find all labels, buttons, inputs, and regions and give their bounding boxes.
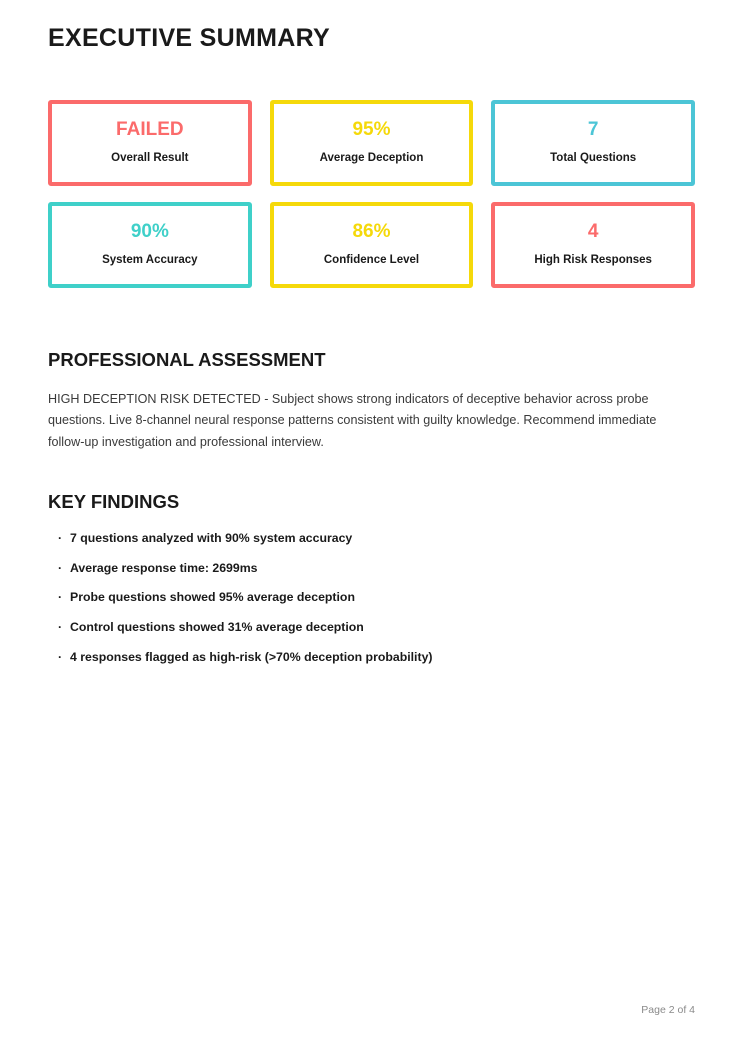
list-item-text: Average response time: 2699ms	[70, 560, 258, 575]
bullet-marker: ·	[58, 590, 63, 605]
metric-value: 95%	[352, 119, 391, 141]
metric-card-system-accuracy	[48, 202, 252, 288]
assessment-body: HIGH DECEPTION RISK DETECTED - Subject shows strong indicators of deceptive behavior across probe questions. Live 8-channel neural response patterns consistent with guilty knowledge. Recommend immediate follow-up investigation and professional interview.	[48, 391, 657, 450]
list-item	[48, 620, 695, 635]
metric-label: Confidence Level	[323, 254, 420, 267]
list-item-text: Probe questions showed 95% average deception	[70, 590, 355, 605]
list-item	[48, 650, 695, 665]
metric-label: High Risk Responses	[534, 254, 652, 267]
metric-card-confidence-level	[270, 202, 474, 288]
page-footer: Page 2 of 4	[641, 1004, 695, 1016]
bullet-marker: ·	[58, 530, 63, 545]
metric-card-overall-result	[48, 100, 252, 186]
list-item-text: Control questions showed 31% average deception	[70, 620, 364, 635]
list-item-text: 7 questions analyzed with 90% system accuracy	[70, 530, 353, 545]
findings-list	[48, 531, 695, 665]
metric-value: FAILED	[116, 119, 184, 141]
metric-card-total-questions	[491, 100, 695, 186]
bullet-marker: ·	[58, 649, 63, 664]
metric-value: 90%	[130, 221, 169, 243]
list-item	[48, 590, 695, 605]
key-findings-section	[48, 490, 695, 665]
metric-value: 86%	[352, 221, 391, 243]
metric-value: 4	[587, 221, 599, 243]
metric-value: 7	[587, 119, 599, 141]
list-item	[48, 531, 695, 546]
metric-label: System Accuracy	[102, 254, 198, 267]
metrics-grid	[48, 100, 695, 288]
professional-assessment-section	[48, 348, 695, 454]
list-item-text: 4 responses flagged as high-risk (>70% deception probability)	[70, 649, 433, 664]
page-title: EXECUTIVE SUMMARY	[48, 24, 330, 52]
assessment-heading: PROFESSIONAL ASSESSMENT	[48, 348, 326, 370]
findings-heading: KEY FINDINGS	[48, 490, 180, 512]
metric-label: Average Deception	[319, 152, 424, 165]
bullet-marker: ·	[58, 620, 63, 635]
metric-label: Total Questions	[550, 152, 637, 165]
list-item	[48, 561, 695, 576]
metric-card-average-deception	[270, 100, 474, 186]
metric-label: Overall Result	[111, 152, 189, 165]
metric-card-high-risk-responses	[491, 202, 695, 288]
bullet-marker: ·	[58, 560, 63, 575]
